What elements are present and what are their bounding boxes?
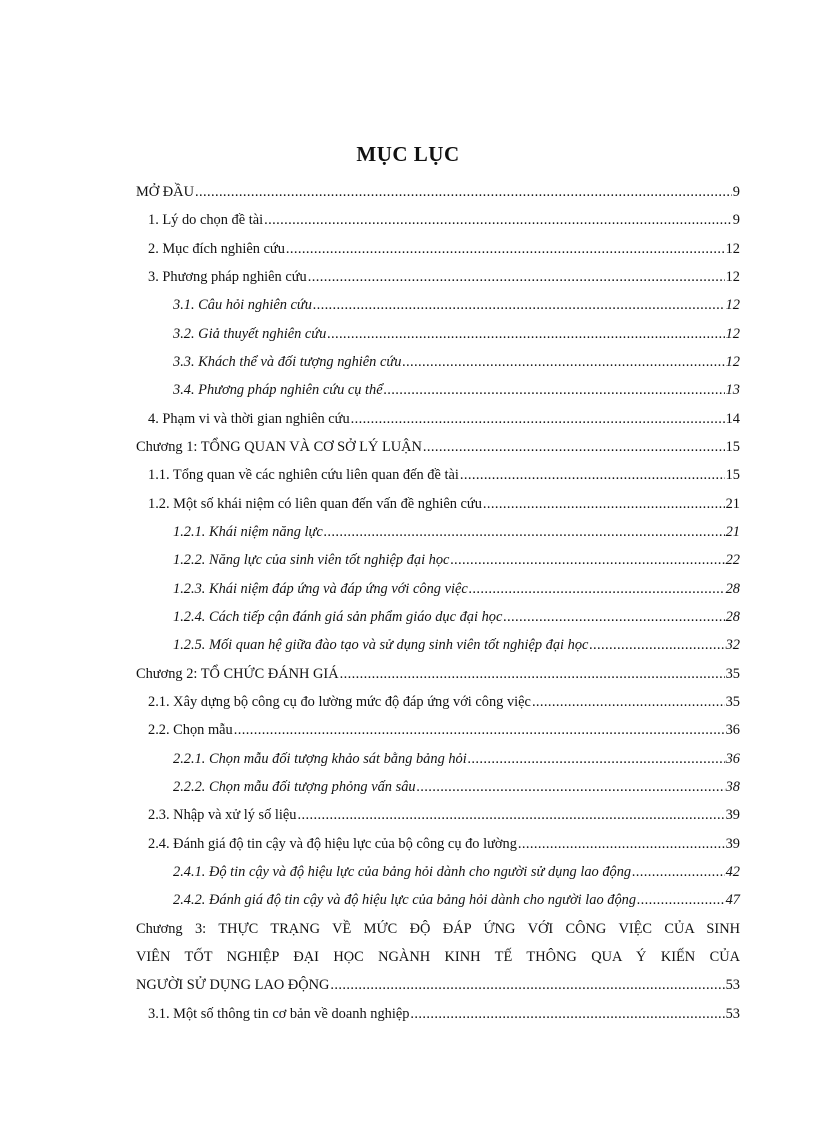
- dot-leader: [450, 546, 724, 574]
- toc-entry-text: 3.4. Phương pháp nghiên cứu cụ thể: [173, 382, 383, 399]
- dot-leader: [410, 1000, 724, 1028]
- dot-leader: [286, 235, 725, 263]
- toc-entry-page: 21: [725, 495, 740, 512]
- toc-entry-text: 3.1. Câu hỏi nghiên cứu: [173, 297, 312, 314]
- dot-leader: [423, 433, 725, 461]
- toc-entry-page: 21: [725, 523, 740, 540]
- dot-leader: [469, 575, 725, 603]
- toc-entry-page: 53: [725, 977, 740, 994]
- toc-entry-text: 1.2.2. Năng lực của sinh viên tốt nghiệp đại học: [173, 552, 450, 569]
- toc-entry[interactable]: [136, 178, 740, 206]
- toc-entry-text: 2.4.1. Độ tin cậy và độ hiệu lực của bảng hỏi dành cho người sử dụng lao động: [173, 863, 632, 880]
- toc-entry-page: 12: [725, 325, 740, 342]
- toc-entry-page: 38: [725, 778, 740, 795]
- toc-entry-page: 35: [725, 665, 740, 682]
- toc-entry-page: 9: [732, 212, 740, 229]
- toc-entry-text: 1.2. Một số khái niệm có liên quan đến vấn đề nghiên cứu: [148, 495, 482, 512]
- toc-entry[interactable]: [136, 263, 740, 291]
- toc-entry-page: 12: [725, 268, 740, 285]
- toc-entry-chapter-3-line-2[interactable]: [136, 943, 740, 971]
- toc-entry[interactable]: [136, 518, 740, 546]
- toc-entry-page: 32: [725, 637, 740, 654]
- toc-entry-page: 36: [725, 750, 740, 767]
- toc-entry[interactable]: [136, 631, 740, 659]
- toc-entry-text: 2.2.2. Chọn mẫu đối tượng phỏng vấn sâu: [173, 778, 416, 795]
- toc-entry-text: 2.3. Nhập và xử lý số liệu: [148, 807, 297, 824]
- dot-leader: [468, 745, 725, 773]
- toc-entry-text: Chương 2: TỔ CHỨC ĐÁNH GIÁ: [136, 665, 339, 682]
- toc-entry[interactable]: [136, 206, 740, 234]
- toc-entry[interactable]: [136, 688, 740, 716]
- toc-entry-page: 39: [725, 807, 740, 824]
- dot-leader: [195, 178, 732, 206]
- toc-entry-text: MỞ ĐẦU: [136, 184, 194, 200]
- toc-entry-page: 13: [725, 382, 740, 399]
- dot-leader: [532, 688, 725, 716]
- toc-entry-page: 35: [725, 693, 740, 710]
- toc-entry-text: 1.2.3. Khái niệm đáp ứng và đáp ứng với công việc: [173, 580, 468, 597]
- toc-entry-text: 1. Lý do chọn đề tài: [148, 212, 264, 229]
- toc-entry-text: 2.4.2. Đánh giá độ tin cậy và độ hiệu lực của bảng hỏi dành cho người lao động: [173, 892, 637, 909]
- toc-entry-page: 53: [725, 1005, 740, 1022]
- toc-entry-page: 36: [725, 722, 740, 739]
- page-title: MỤC LỤC: [356, 142, 460, 166]
- toc-entry-text: 3.1. Một số thông tin cơ bản về doanh nghiệp: [148, 1005, 410, 1022]
- dot-leader: [460, 461, 725, 489]
- toc-entry[interactable]: [136, 886, 740, 914]
- toc-entry-text: 1.2.5. Mối quan hệ giữa đào tạo và sử dụng sinh viên tốt nghiệp đại học: [173, 637, 589, 654]
- dot-leader: [637, 886, 725, 914]
- dot-leader: [308, 263, 725, 291]
- dot-leader: [340, 660, 725, 688]
- toc-entry[interactable]: [136, 603, 740, 631]
- toc-entry-text: 2.4. Đánh giá độ tin cậy và độ hiệu lực của bộ công cụ đo lường: [148, 835, 517, 852]
- toc-entry-page: 28: [725, 608, 740, 625]
- toc-entry-page: 12: [725, 297, 740, 314]
- toc-entry[interactable]: [136, 405, 740, 433]
- toc-entry-page: 15: [725, 438, 740, 455]
- toc-entry-text: 2. Mục đích nghiên cứu: [148, 240, 285, 257]
- toc-entry[interactable]: [136, 716, 740, 744]
- toc-entry[interactable]: [136, 235, 740, 263]
- dot-leader: [503, 603, 724, 631]
- toc-entry[interactable]: [136, 546, 740, 574]
- toc-entry[interactable]: [136, 575, 740, 603]
- dot-leader: [234, 716, 725, 744]
- toc-entry-text: 2.1. Xây dựng bộ công cụ đo lường mức độ đáp ứng với công việc: [148, 693, 531, 710]
- toc-entry-page: 15: [725, 467, 740, 484]
- toc-entry[interactable]: [136, 801, 740, 829]
- toc-entry-text: 1.2.4. Cách tiếp cận đánh giá sản phẩm giáo dục đại học: [173, 608, 503, 625]
- toc-entry-page: 22: [725, 552, 740, 569]
- toc-entry-text: 3.2. Giả thuyết nghiên cứu: [173, 325, 327, 342]
- toc-entry[interactable]: [136, 773, 740, 801]
- table-of-contents: [136, 178, 740, 1028]
- toc-entry[interactable]: [136, 745, 740, 773]
- dot-leader: [330, 971, 724, 999]
- toc-entry-text: VIÊN TỐT NGHIỆP ĐẠI HỌC NGÀNH KINH TẾ THÔNG QUA Ý KIẾN CỦA: [136, 948, 740, 965]
- toc-entry-page: 14: [725, 410, 740, 427]
- toc-entry[interactable]: [136, 490, 740, 518]
- dot-leader: [313, 291, 725, 319]
- dot-leader: [298, 801, 725, 829]
- dot-leader: [518, 830, 725, 858]
- toc-entry-page: 12: [725, 240, 740, 257]
- toc-entry-3-1[interactable]: [136, 1000, 740, 1028]
- toc-entry-text: 2.2.1. Chọn mẫu đối tượng khảo sát bằng bảng hỏi: [173, 750, 467, 767]
- dot-leader: [402, 348, 724, 376]
- toc-entry-text: NGƯỜI SỬ DỤNG LAO ĐỘNG: [136, 977, 330, 994]
- toc-entry-page: 47: [725, 892, 740, 909]
- toc-entry-page: 9: [732, 184, 740, 200]
- dot-leader: [417, 773, 725, 801]
- toc-entry[interactable]: [136, 376, 740, 404]
- dot-leader: [589, 631, 724, 659]
- toc-entry[interactable]: [136, 291, 740, 319]
- dot-leader: [324, 518, 725, 546]
- toc-entry[interactable]: [136, 461, 740, 489]
- toc-entry-page: 39: [725, 835, 740, 852]
- toc-entry-text: 3. Phương pháp nghiên cứu: [148, 268, 307, 285]
- dot-leader: [264, 206, 732, 234]
- toc-entry[interactable]: [136, 433, 740, 461]
- toc-entry-text: 1.2.1. Khái niệm năng lực: [173, 523, 323, 540]
- toc-entry[interactable]: [136, 660, 740, 688]
- dot-leader: [351, 405, 725, 433]
- toc-entry-text: 1.1. Tổng quan về các nghiên cứu liên quan đến đề tài: [148, 467, 459, 484]
- toc-entry-chapter-3-line-3[interactable]: [136, 971, 740, 999]
- toc-entry-page: 42: [725, 863, 740, 880]
- toc-entry-text: 2.2. Chọn mẫu: [148, 722, 233, 739]
- toc-entry[interactable]: [136, 858, 740, 886]
- toc-entry-text: Chương 1: TỔNG QUAN VÀ CƠ SỞ LÝ LUẬN: [136, 438, 422, 455]
- toc-entry[interactable]: [136, 830, 740, 858]
- toc-entry[interactable]: [136, 320, 740, 348]
- toc-entry-page: 28: [725, 580, 740, 597]
- toc-entry-page: 12: [725, 353, 740, 370]
- toc-entry-text: 4. Phạm vi và thời gian nghiên cứu: [148, 410, 350, 427]
- toc-entry-chapter-3-line-1[interactable]: [136, 915, 740, 943]
- toc-entry[interactable]: [136, 348, 740, 376]
- dot-leader: [327, 320, 724, 348]
- toc-entry-text: Chương 3: THỰC TRẠNG VỀ MỨC ĐỘ ĐÁP ỨNG VỚI CÔNG VIỆC CỦA SINH: [136, 920, 740, 937]
- dot-leader: [384, 376, 725, 404]
- dot-leader: [483, 490, 725, 518]
- dot-leader: [632, 858, 725, 886]
- toc-entry-text: 3.3. Khách thể và đối tượng nghiên cứu: [173, 353, 402, 370]
